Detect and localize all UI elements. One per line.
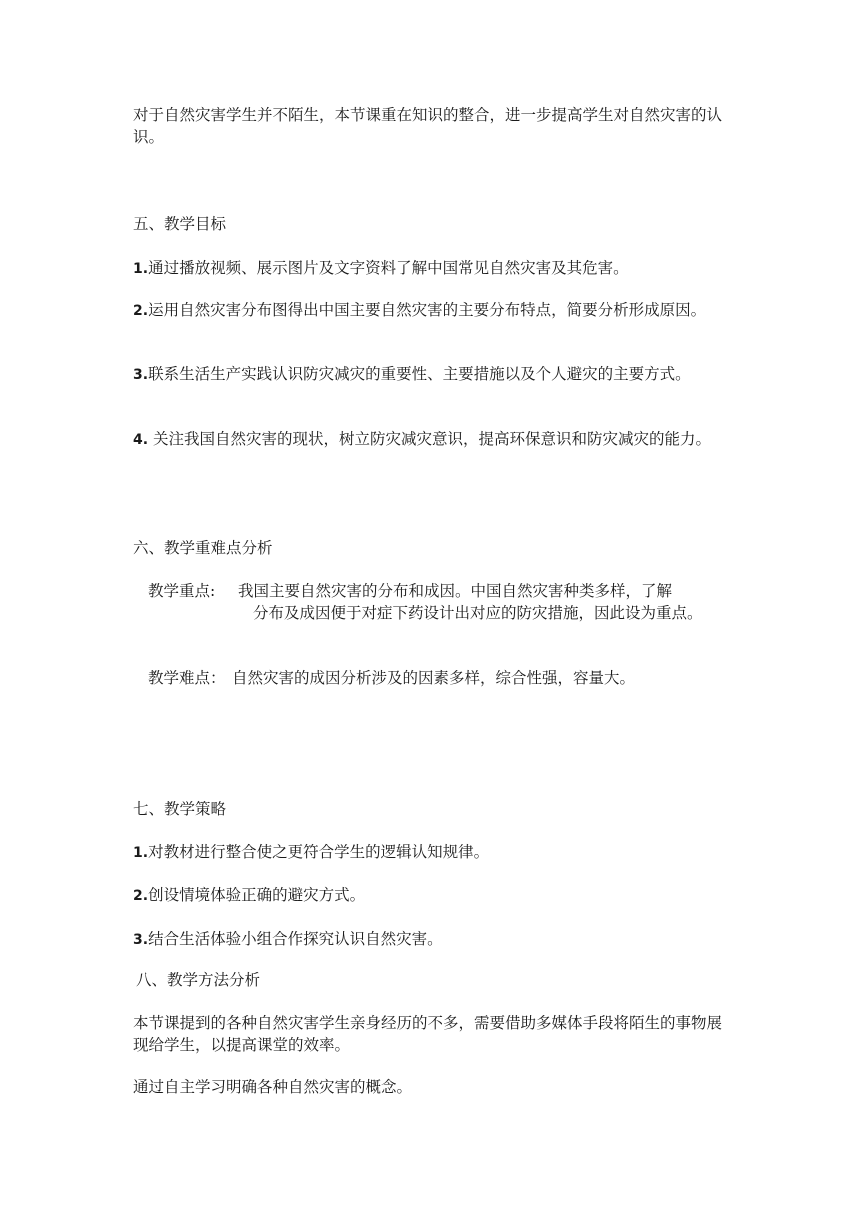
- objective-item-4: [133, 428, 733, 451]
- item-number: 1.: [133, 261, 149, 277]
- intro-paragraph: 对于自然灾害学生并不陌生，本节课重在知识的整合，进一步提高学生对自然灾害的认识。: [133, 106, 723, 146]
- strategy-item-1: [133, 841, 733, 864]
- item-number: 3.: [133, 367, 149, 383]
- key-point-continuation: 分布及成因便于对症下药设计出对应的防灾措施，因此设为重点。: [253, 604, 703, 622]
- key-point-line-1: 我国主要自然灾害的分布和成因。中国自然灾害种类多样，了解: [238, 582, 673, 600]
- objective-item-1: [133, 257, 733, 280]
- key-point-label: 教学重点:: [148, 582, 216, 600]
- item-number: 4.: [133, 432, 149, 448]
- section-6-heading: 六、教学重难点分析: [133, 539, 273, 557]
- item-text: 关注我国自然灾害的现状，树立防灾减灾意识，提高环保意识和防灾减灾的能力。: [148, 430, 711, 448]
- item-text: 运用自然灾害分布图得出中国主要自然灾害的主要分布特点，简要分析形成原因。: [148, 301, 707, 319]
- objective-item-2: [133, 299, 733, 322]
- item-text: 联系生活生产实践认识防灾减灾的重要性、主要措施以及个人避灾的主要方式。: [148, 365, 691, 383]
- item-text: 结合生活体验小组合作探究认识自然灾害。: [148, 930, 443, 948]
- section-8-heading: 八、教学方法分析: [136, 971, 261, 989]
- item-text: 创设情境体验正确的避灾方式。: [148, 886, 366, 904]
- method-paragraph-2: 通过自主学习明确各种自然灾害的概念。: [133, 1078, 413, 1096]
- item-number: 3.: [133, 932, 149, 948]
- item-number: 1.: [133, 845, 149, 861]
- section-5-heading: 五、教学目标: [133, 215, 227, 233]
- item-text: 对教材进行整合使之更符合学生的逻辑认知规律。: [148, 843, 490, 861]
- item-text: 通过播放视频、展示图片及文字资料了解中国常见自然灾害及其危害。: [148, 259, 629, 277]
- difficulty-text: 自然灾害的成因分析涉及的因素多样，综合性强，容量大。: [232, 669, 636, 687]
- strategy-item-2: [133, 884, 733, 907]
- objective-item-3: [133, 363, 733, 386]
- section-7-heading: 七、教学策略: [133, 800, 227, 818]
- difficulty-label: 教学难点：: [148, 669, 226, 687]
- strategy-item-3: [133, 928, 733, 951]
- method-paragraph-1: 本节课提到的各种自然灾害学生亲身经历的不多，需要借助多媒体手段将陌生的事物展现给学生，以提高课堂的效率。: [133, 1014, 723, 1054]
- item-number: 2.: [133, 303, 149, 319]
- item-number: 2.: [133, 888, 149, 904]
